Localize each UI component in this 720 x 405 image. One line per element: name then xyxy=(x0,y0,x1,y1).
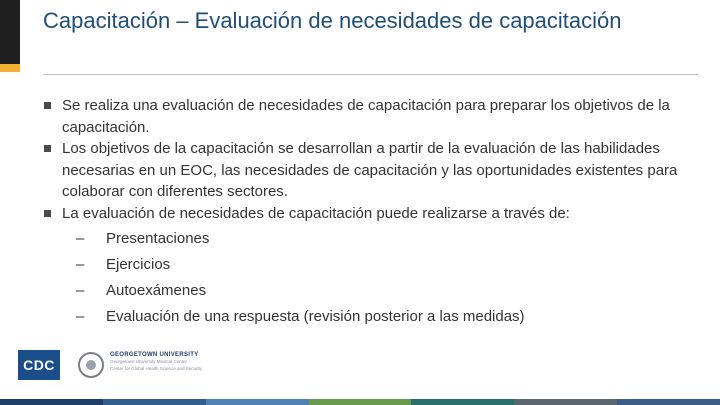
square-bullet-icon xyxy=(44,102,51,109)
footer-color-strip xyxy=(0,399,720,405)
square-bullet-icon xyxy=(44,210,51,217)
footer-strip-segment xyxy=(103,399,206,405)
footer-strip-segment xyxy=(514,399,617,405)
sub-item xyxy=(43,280,683,302)
footer-strip-segment xyxy=(206,399,309,405)
footer-strip-segment xyxy=(617,399,720,405)
bullet-text: Los objetivos de la capacitación se desarrollan a partir de la evaluación de las habilidades necesarias en un EOC, las necesidades de capacitación y las oportunidades existentes para colaborar con diferentes sectores. xyxy=(62,140,678,200)
dash-marker: – xyxy=(76,230,85,247)
sub-item-text: Presentaciones xyxy=(106,230,210,247)
sub-item-text: Ejercicios xyxy=(106,256,171,273)
footer-strip-segment xyxy=(309,399,412,405)
sub-item xyxy=(43,306,683,328)
bullet-item xyxy=(43,203,683,225)
bullet-text: La evaluación de necesidades de capacitación puede realizarse a través de: xyxy=(62,204,570,222)
sub-item-text: Evaluación de una respuesta (revisión posterior a las medidas) xyxy=(106,308,525,325)
sub-item-text: Autoexámenes xyxy=(106,282,207,299)
georgetown-seal-icon xyxy=(78,352,104,378)
footer-strip-segment xyxy=(411,399,514,405)
bullet-text: Se realiza una evaluación de necesidades de capacitación para preparar los objetivos de la capacitación. xyxy=(62,97,670,136)
dash-marker: – xyxy=(76,256,85,273)
georgetown-logo-text xyxy=(110,352,230,372)
georgetown-name: GEORGETOWN UNIVERSITY xyxy=(110,352,199,358)
sub-item xyxy=(43,254,683,276)
slide-title: Capacitación – Evaluación de necesidades de capacitación xyxy=(43,8,622,33)
dash-marker: – xyxy=(76,308,85,325)
seal-center xyxy=(86,360,96,370)
square-bullet-icon xyxy=(44,145,51,152)
footer-strip-segment xyxy=(0,399,103,405)
bullet-item xyxy=(43,95,683,138)
left-accent-bar xyxy=(0,0,20,64)
cdc-logo: CDC xyxy=(18,350,60,380)
left-accent-gold xyxy=(0,64,20,72)
bullet-item xyxy=(43,138,683,203)
georgetown-center: Georgetown University Medical Center xyxy=(110,359,188,364)
sub-item xyxy=(43,228,683,250)
title-divider xyxy=(43,74,698,75)
slide-content xyxy=(43,95,683,332)
dash-marker: – xyxy=(76,282,85,299)
georgetown-subcenter: Center for Global Health Science and Security xyxy=(110,366,203,371)
